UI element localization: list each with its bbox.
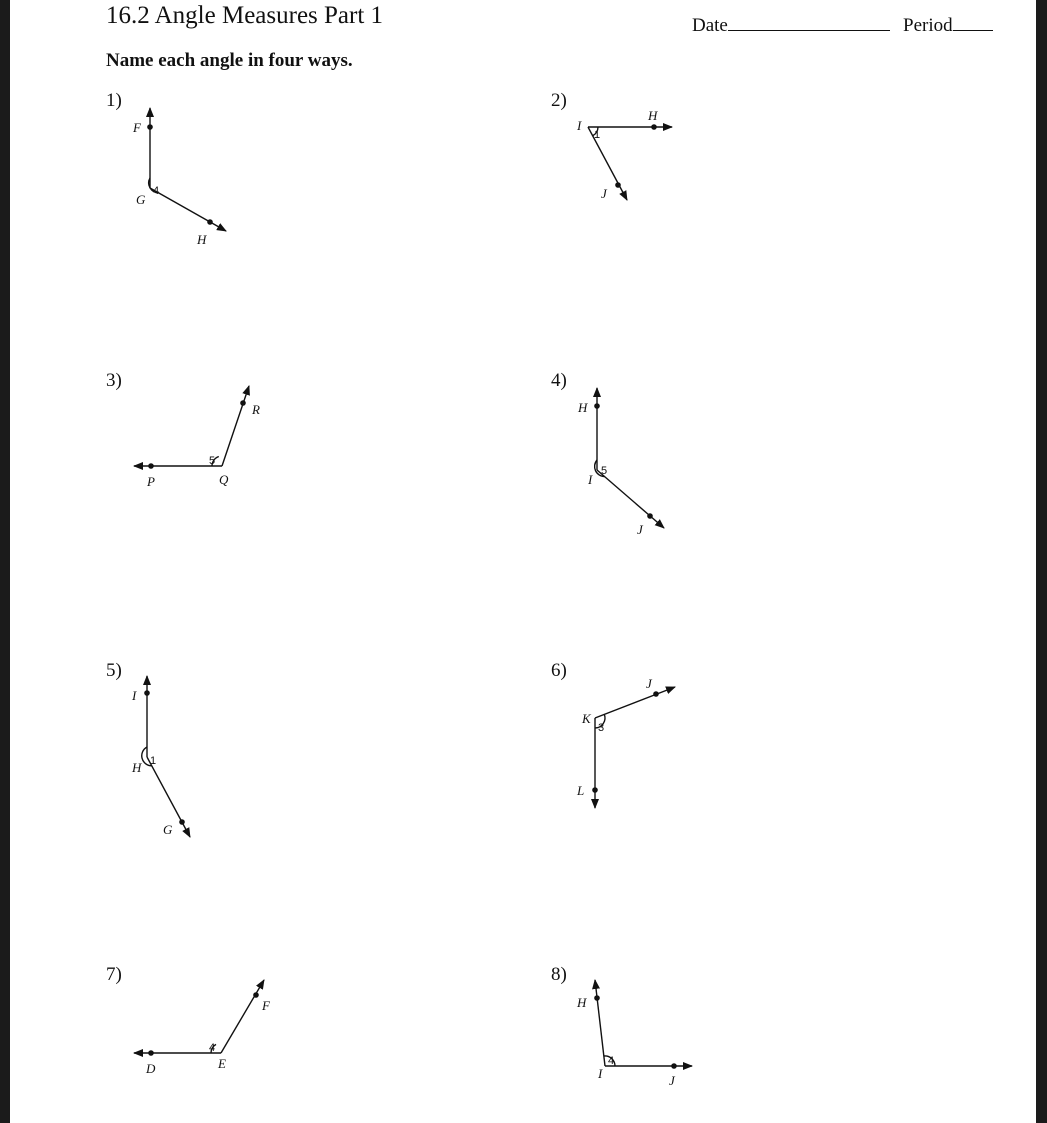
vertex-label: I xyxy=(577,118,582,133)
point-label: F xyxy=(133,120,141,135)
point-label: J xyxy=(646,676,652,691)
vertex-label: G xyxy=(136,192,146,207)
point-label: D xyxy=(146,1061,156,1076)
angle-number: 4 xyxy=(209,1042,216,1054)
point-label: G xyxy=(163,822,173,837)
point-label: H xyxy=(577,995,587,1010)
problem-number: 2) xyxy=(551,90,567,111)
period-label: Period xyxy=(903,15,953,36)
vertex-label: I xyxy=(588,472,593,487)
angle-figure-6 xyxy=(592,687,675,808)
problem-number: 1) xyxy=(106,90,122,111)
problem-number: 4) xyxy=(551,370,567,391)
angle-number: 1 xyxy=(594,129,601,141)
vertex-label: H xyxy=(132,760,142,775)
worksheet-page xyxy=(10,0,1036,1123)
angle-number: 5 xyxy=(601,465,608,477)
point-label: J xyxy=(637,522,643,537)
point-label: R xyxy=(252,402,260,417)
angle-figures xyxy=(10,0,1036,1123)
point-label: H xyxy=(578,400,588,415)
angle-number: 1 xyxy=(150,755,157,767)
point-label: H xyxy=(648,108,658,123)
angle-number: 3 xyxy=(598,722,605,734)
angle-number: 5 xyxy=(209,455,216,467)
angle-figure-7 xyxy=(134,980,264,1056)
vertex-label: E xyxy=(218,1056,226,1071)
problem-number: 5) xyxy=(106,660,122,681)
problem-number: 8) xyxy=(551,964,567,985)
angle-figure-5 xyxy=(142,676,190,837)
vertex-label: I xyxy=(598,1066,603,1081)
problem-number: 7) xyxy=(106,964,122,985)
vertex-label: K xyxy=(582,711,591,726)
angle-number: 4 xyxy=(608,1055,615,1067)
worksheet-title: 16.2 Angle Measures Part 1 xyxy=(106,2,384,29)
angle-figure-1 xyxy=(147,108,226,231)
point-label: I xyxy=(132,688,137,703)
point-label: J xyxy=(601,186,607,201)
vertex-label: Q xyxy=(219,472,229,487)
point-label: P xyxy=(147,474,155,489)
problem-number: 6) xyxy=(551,660,567,681)
point-label: J xyxy=(669,1073,675,1088)
angle-number: 4 xyxy=(153,185,160,197)
problem-number: 3) xyxy=(106,370,122,391)
point-label: L xyxy=(577,783,585,798)
angle-figure-3 xyxy=(134,386,249,469)
date-label: Date xyxy=(692,15,728,36)
angle-figure-4 xyxy=(594,388,664,528)
point-label: H xyxy=(197,232,207,247)
point-label: F xyxy=(262,998,270,1013)
instructions: Name each angle in four ways. xyxy=(106,50,353,71)
